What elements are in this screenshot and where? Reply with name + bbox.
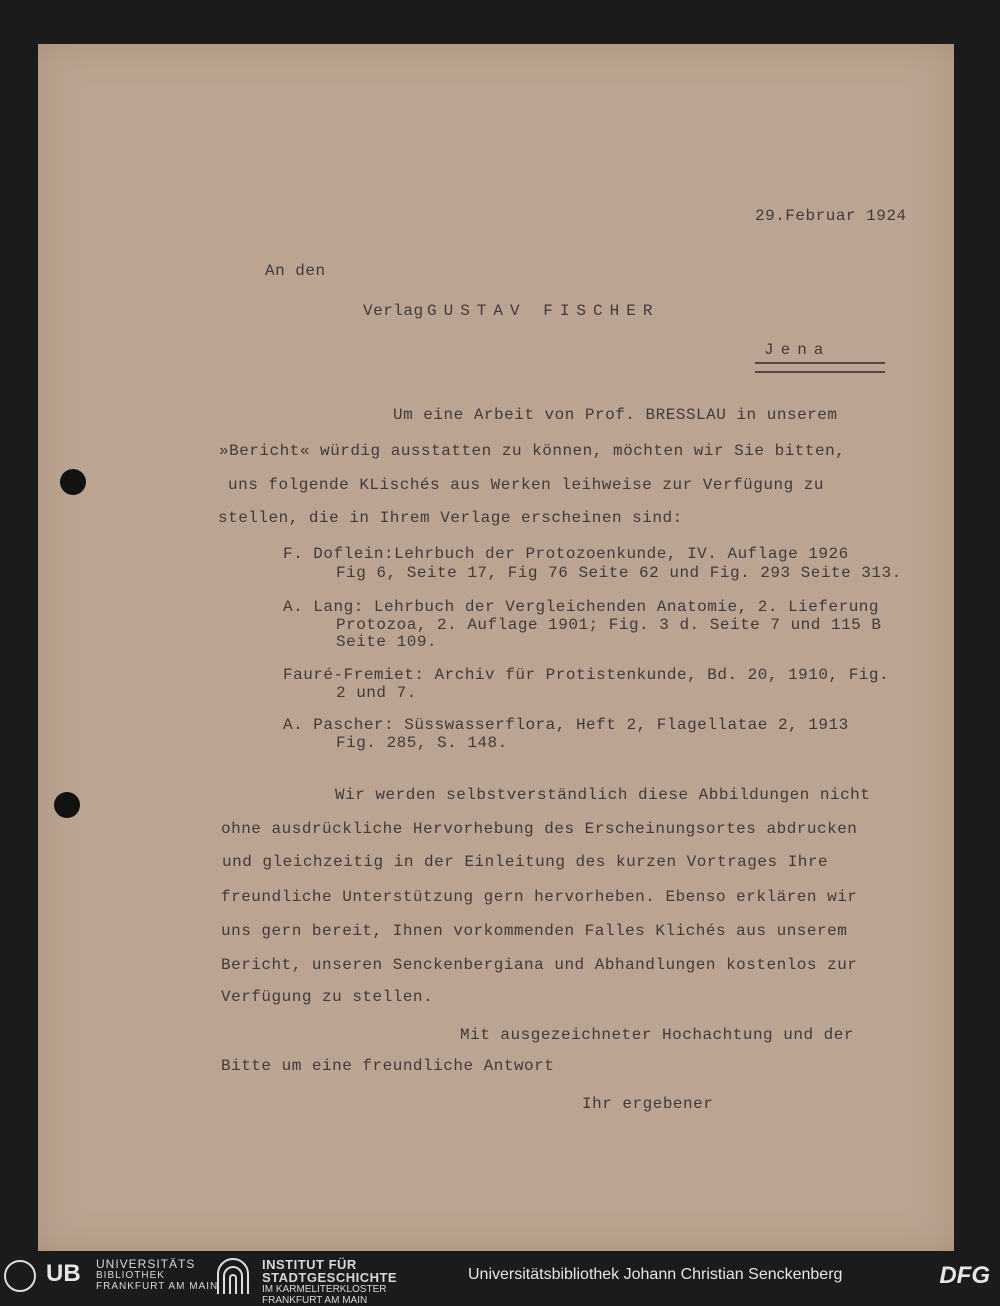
recipient-prefix: Verlag: [363, 302, 424, 320]
reference-1-line-2: Fig 6, Seite 17, Fig 76 Seite 62 und Fig. 293 Seite 313.: [336, 564, 902, 582]
ub-logo-lines: [96, 1259, 218, 1292]
inst-line-2: STADTGESCHICHTE: [262, 1270, 398, 1285]
reference-2-line-2: Protozoa, 2. Auflage 1901; Fig. 3 d. Seite 7 und 115 B: [336, 616, 882, 634]
signoff: Ihr ergebener: [582, 1095, 714, 1113]
institute-logo-text: [262, 1258, 397, 1306]
closing-line-1: Wir werden selbstverständlich diese Abbildungen nicht: [335, 786, 871, 804]
body-line-3: uns folgende KLischés aus Werken leihweise zur Verfügung zu: [228, 476, 824, 494]
reference-2-line-3: Seite 109.: [336, 633, 438, 651]
reference-4-line-2: Fig. 285, S. 148.: [336, 734, 508, 752]
arch-logo-icon: [214, 1258, 252, 1296]
ub-line-3: FRANKFURT AM MAIN: [96, 1281, 219, 1292]
ub-line-2: BIBLIOTHEK: [96, 1270, 165, 1281]
ub-seal-icon: [4, 1260, 36, 1292]
inst-line-4: FRANKFURT AM MAIN: [262, 1295, 368, 1306]
punch-hole-bottom: [54, 792, 80, 818]
library-title: Universitätsbibliothek Johann Christian Senckenberg: [468, 1266, 843, 1283]
closing-line-7: Verfügung zu stellen.: [221, 988, 434, 1006]
ub-line-1: UNIVERSITÄTS: [96, 1257, 196, 1271]
city-double-underline: [755, 362, 885, 373]
salutation: An den: [265, 262, 326, 280]
body-line-4: stellen, die in Ihrem Verlage erscheinen sind:: [218, 509, 683, 527]
recipient-city: Jena: [764, 341, 831, 359]
punch-hole-top: [60, 469, 86, 495]
closing-line-5: uns gern bereit, Ihnen vorkommenden Falles Klichés aus unserem: [221, 922, 848, 940]
ub-logo-text: UB: [46, 1260, 81, 1287]
letter-date: 29.Februar 1924: [755, 207, 907, 225]
reference-3-line-2: 2 und 7.: [336, 684, 417, 702]
regards-line-1: Mit ausgezeichneter Hochachtung und der: [460, 1026, 854, 1044]
footer-bar: [0, 1252, 1000, 1306]
closing-line-3: und gleichzeitig in der Einleitung des kurzen Vortrages Ihre: [222, 853, 829, 871]
recipient-name: GUSTAV FISCHER: [427, 302, 660, 320]
body-line-1: Um eine Arbeit von Prof. BRESSLAU in unserem: [393, 406, 838, 424]
body-line-2: »Bericht« würdig ausstatten zu können, möchten wir Sie bitten,: [219, 442, 846, 460]
regards-line-2: Bitte um eine freundliche Antwort: [221, 1057, 555, 1075]
inst-line-1: INSTITUT FÜR: [262, 1257, 357, 1272]
reference-1-line-1: F. Doflein:Lehrbuch der Protozoenkunde, IV. Auflage 1926: [283, 545, 849, 563]
reference-2-line-1: A. Lang: Lehrbuch der Vergleichenden Anatomie, 2. Lieferung: [283, 598, 879, 616]
reference-4-line-1: A. Pascher: Süsswasserflora, Heft 2, Flagellatae 2, 1913: [283, 716, 849, 734]
closing-line-6: Bericht, unseren Senckenbergiana und Abhandlungen kostenlos zur: [221, 956, 858, 974]
reference-3-line-1: Fauré-Fremiet: Archiv für Protistenkunde, Bd. 20, 1910, Fig.: [283, 666, 890, 684]
dfg-logo: DFG: [939, 1262, 990, 1289]
closing-line-2: ohne ausdrückliche Hervorhebung des Erscheinungsortes abdrucken: [221, 820, 858, 838]
closing-line-4: freundliche Unterstützung gern hervorheben. Ebenso erklären wir: [221, 888, 858, 906]
inst-line-3: IM KARMELITERKLOSTER: [262, 1284, 387, 1295]
